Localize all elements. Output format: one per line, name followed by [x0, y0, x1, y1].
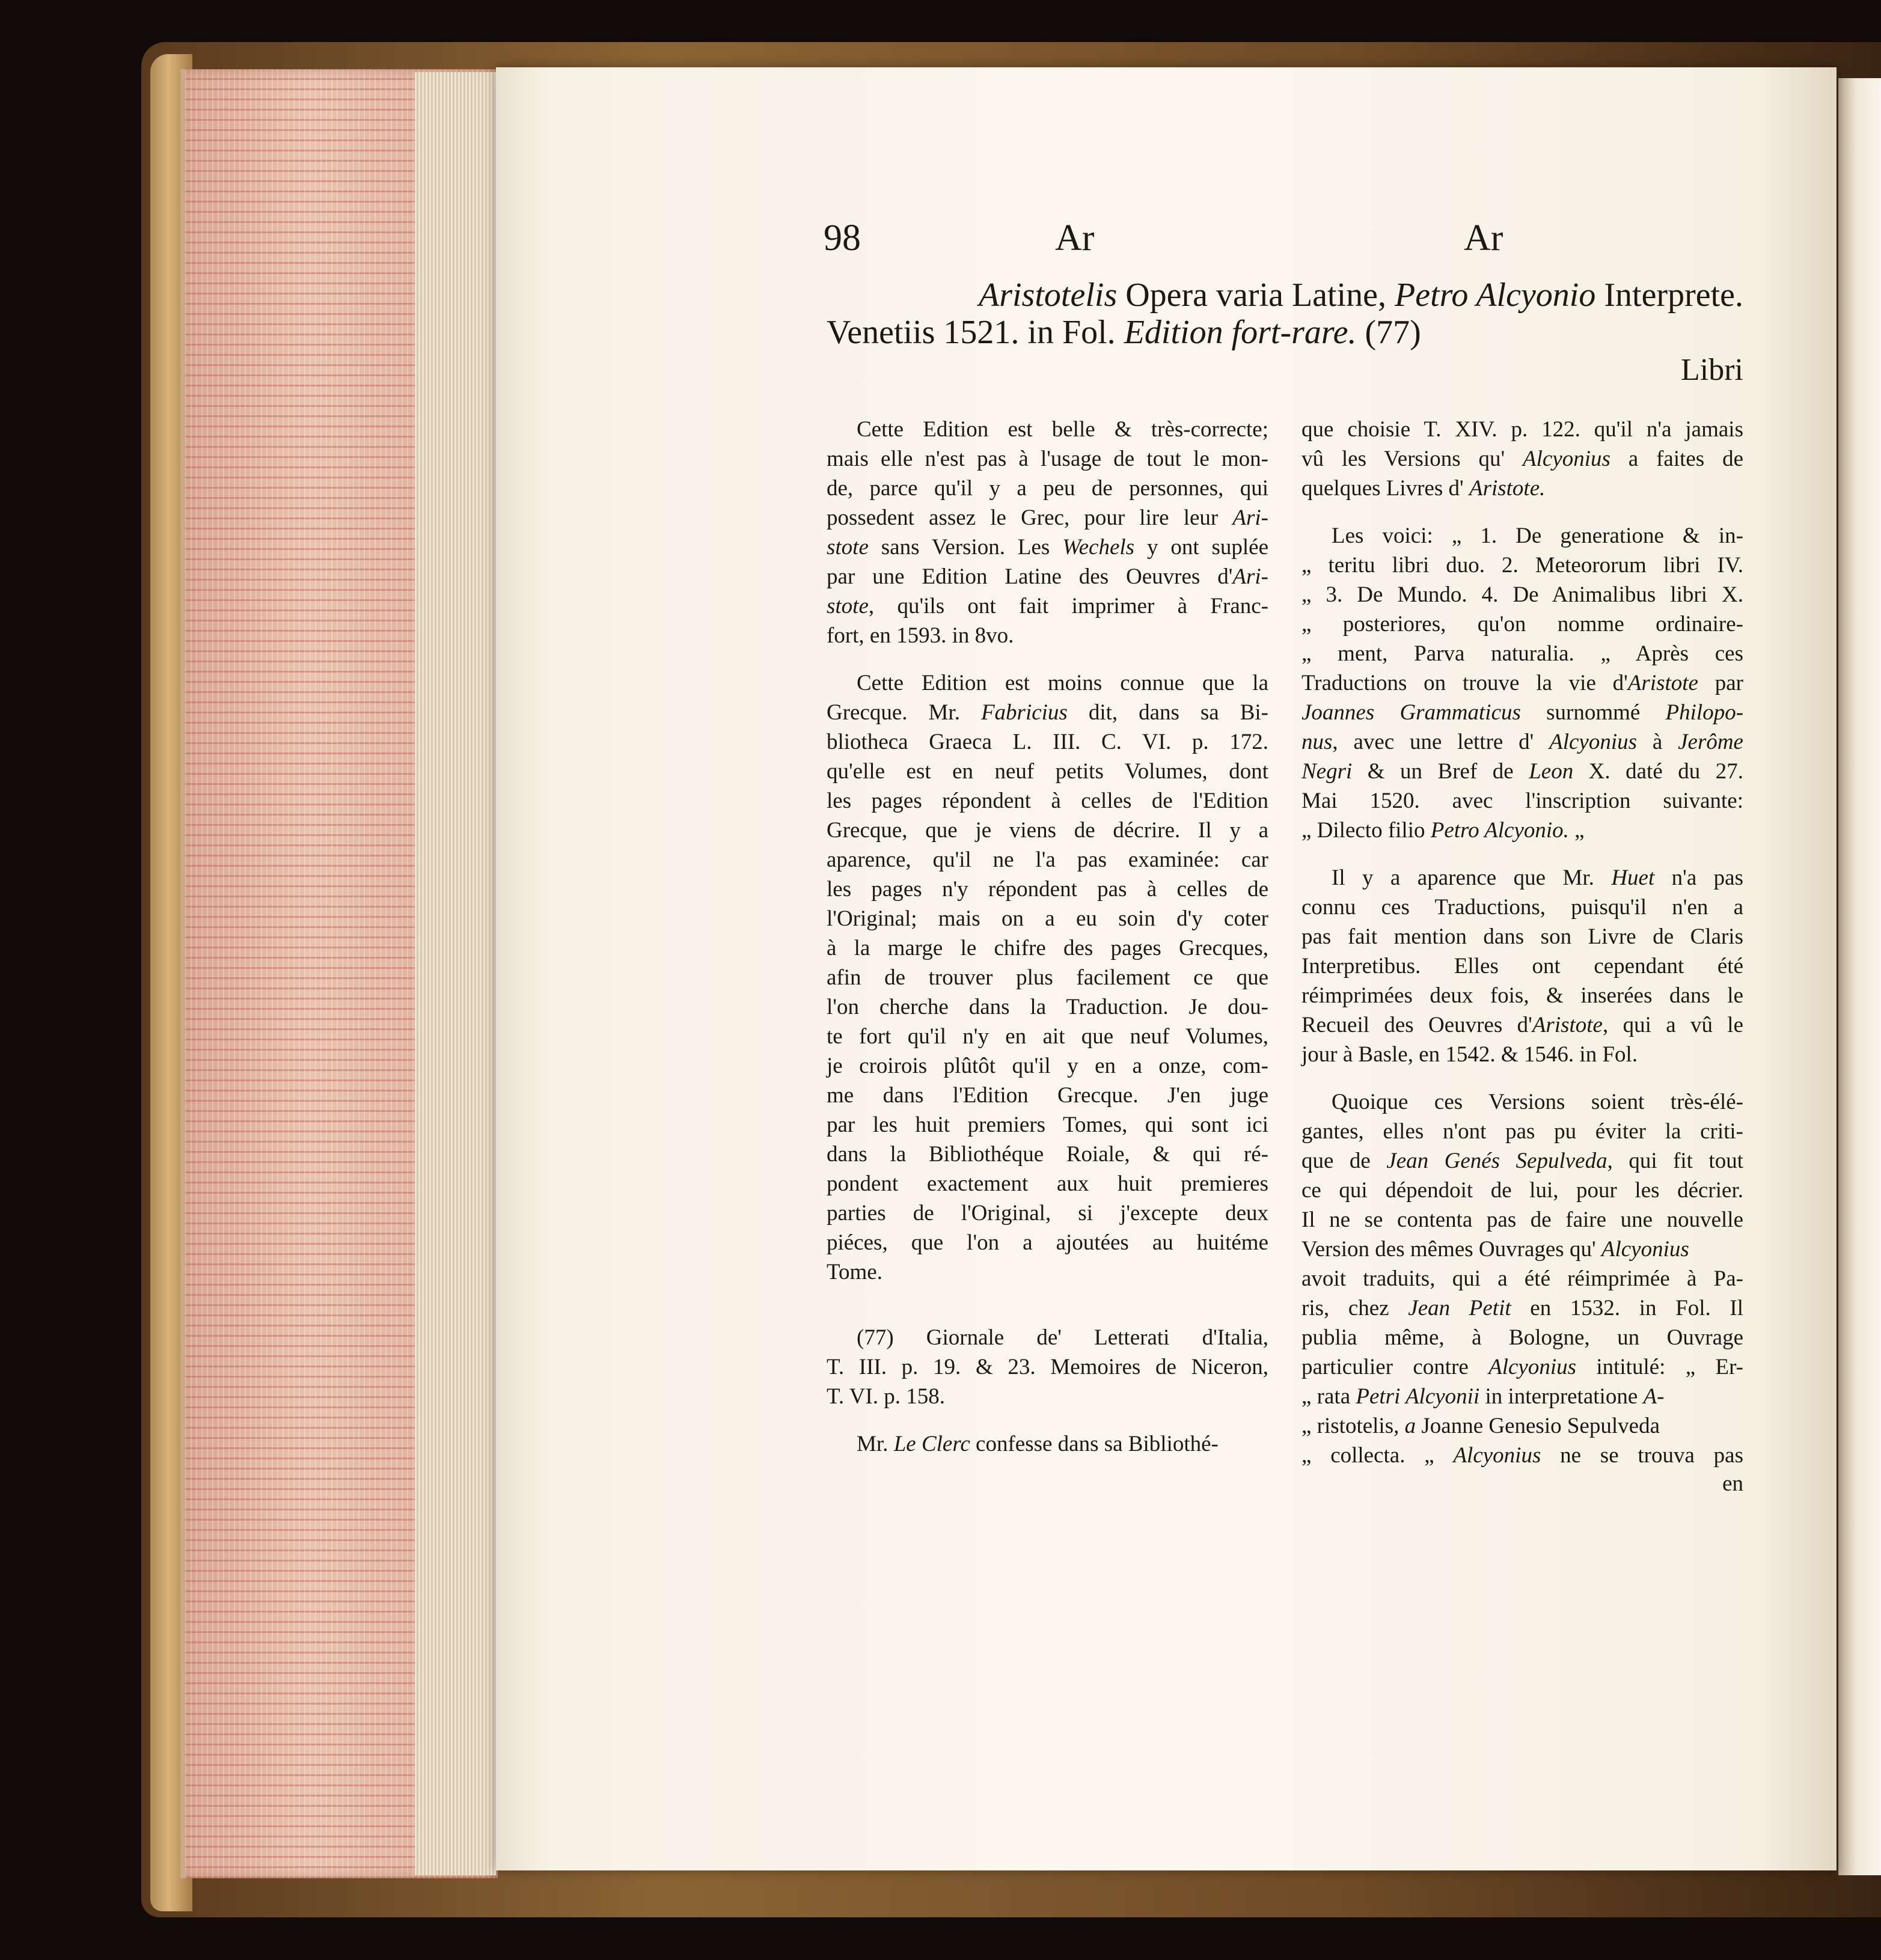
text-segment: Cette Edition est belle & très-correcte; [857, 417, 1268, 442]
paragraph-gap [1301, 1069, 1743, 1087]
text-line [1301, 727, 1743, 757]
text-segment: en 1532. in Fol. Il [1511, 1296, 1743, 1320]
text-segment: n'a pas [1654, 866, 1743, 890]
text-segment: a faites de [1610, 447, 1743, 471]
text-line [827, 1382, 1268, 1411]
italic-text: Alcyonius [1601, 1237, 1689, 1262]
text-segment: Il ne se contenta pas de faire une nouvelle [1301, 1207, 1743, 1232]
text-segment: Grecque, que je viens de décrire. Il y a [827, 818, 1268, 843]
text-segment: , qui fit tout [1607, 1149, 1743, 1173]
text-line [1301, 580, 1743, 609]
text-line [1301, 1382, 1743, 1411]
text-line [1301, 816, 1743, 845]
text-line [827, 1081, 1268, 1110]
text-segment: surnommé [1520, 700, 1666, 725]
text-segment: les pages répondent à celles de l'Edition [827, 789, 1268, 813]
heading-end: Interprete. [1595, 276, 1743, 314]
text-segment: ce qui dépendoit de lui, pour les décrier. [1301, 1178, 1743, 1203]
text-segment: pas fait mention dans son Livre de Claris [1301, 924, 1743, 949]
text-line [1301, 1411, 1743, 1441]
italic-text: Jean Genés Sepulveda [1386, 1149, 1607, 1173]
text-segment: jour à Basle, en 1542. & 1546. in Fol. [1301, 1042, 1638, 1067]
italic-text: stote [827, 535, 869, 560]
text-line [1301, 551, 1743, 580]
text-segment: possedent assez le Grec, pour lire leur [827, 505, 1233, 530]
text-line [1301, 1264, 1743, 1293]
text-line [1301, 639, 1743, 668]
italic-text: , a [1393, 1414, 1422, 1438]
text-line [1301, 1323, 1743, 1352]
text-segment: , avec une lettre d' [1332, 730, 1550, 754]
text-segment: parties de l'Original, si j'excepte deux [827, 1201, 1268, 1226]
text-segment: à la marge le chifre des pages Grecques, [827, 936, 1268, 960]
text-segment: Mai 1520. avec l'inscription suivante: [1301, 789, 1743, 813]
italic-text: Aristote [1532, 1013, 1603, 1037]
paragraph-gap [827, 1411, 1268, 1429]
text-line [1301, 951, 1743, 981]
text-line [1301, 1176, 1743, 1205]
text-line [827, 562, 1268, 591]
text-segment: Les voici: „ 1. De generatione & in- [1332, 524, 1743, 548]
text-segment: Mr. [857, 1432, 894, 1456]
text-segment: „ posteriores, qu'on nomme ordinaire- [1301, 612, 1743, 637]
right-text-column [1301, 415, 1743, 1470]
text-line [827, 933, 1268, 963]
text-line [1301, 1117, 1743, 1146]
text-line [1301, 1040, 1743, 1069]
text-line [827, 1429, 1268, 1459]
text-segment: T. VI. p. 158. [827, 1384, 945, 1409]
facing-page-edge [1837, 78, 1881, 1875]
text-line [1301, 698, 1743, 727]
text-line [827, 757, 1268, 786]
text-line [827, 1323, 1268, 1352]
italic-text: Petri Alcyonii [1356, 1384, 1480, 1409]
text-line [827, 1198, 1268, 1228]
text-segment: vû les Versions qu' [1301, 447, 1523, 471]
italic-text: Leon [1529, 759, 1574, 784]
italic-text: Aristote [1627, 671, 1698, 695]
text-line [827, 1051, 1268, 1081]
text-segment: & un Bref de [1352, 759, 1529, 784]
text-segment: Recueil des Oeuvres d' [1301, 1013, 1532, 1037]
italic-text: Philopo- [1665, 700, 1744, 725]
entry-heading [827, 276, 1743, 351]
text-segment: que choisie T. XIV. p. 122. qu'il n'a jamais [1301, 417, 1743, 442]
text-segment: l'on cherche dans la Traduction. Je dou- [827, 995, 1268, 1019]
text-segment: „ collecta. „ [1301, 1443, 1454, 1468]
text-segment: „ Dilecto filio [1301, 818, 1431, 843]
text-segment: qu'elle est en neuf petits Volumes, dont [827, 759, 1268, 784]
italic-text: Jerôme [1678, 730, 1743, 754]
text-line [1301, 609, 1743, 639]
text-segment: „ [1568, 818, 1585, 843]
text-segment: de, parce qu'il y a peu de personnes, qui [827, 476, 1268, 501]
text-line [827, 1169, 1268, 1198]
text-line [1301, 863, 1743, 893]
text-segment: Tome. [827, 1260, 882, 1284]
text-line [1301, 474, 1743, 503]
italic-text: nus [1301, 730, 1333, 754]
italic-text: Alcyonius [1549, 730, 1638, 754]
heading-imprint: Venetiis 1521. in Fol. [827, 314, 1124, 351]
text-segment: , qui a vû le [1602, 1013, 1744, 1037]
text-segment: bliotheca Graeca L. III. C. VI. p. 172. [827, 730, 1268, 754]
text-line [827, 1228, 1268, 1257]
text-line [1301, 1352, 1743, 1382]
text-line [1301, 922, 1743, 951]
text-line [827, 875, 1268, 904]
text-line [827, 474, 1268, 503]
running-head-right: Ar [1464, 218, 1503, 258]
text-line [827, 816, 1268, 845]
text-segment: par une Edition Latine des Oeuvres d' [827, 564, 1233, 589]
text-segment: piéces, que l'on a ajoutées au huitéme [827, 1230, 1268, 1255]
text-segment: „ rata [1301, 1384, 1356, 1409]
heading-note: Edition fort-rare. [1124, 314, 1357, 351]
text-segment: me dans l'Edition Grecque. J'en juge [827, 1083, 1268, 1108]
text-segment: fort, en 1593. in 8vo. [827, 623, 1014, 648]
text-segment: par [1698, 671, 1743, 695]
italic-text: Aristote. [1469, 476, 1546, 501]
text-segment: Traductions on trouve la vie d' [1301, 671, 1628, 695]
text-segment: confesse dans sa Bibliothé- [970, 1432, 1219, 1456]
page-number: 98 [824, 218, 861, 258]
text-line [827, 1110, 1268, 1140]
paragraph-gap [1301, 503, 1743, 521]
text-line [1301, 668, 1743, 698]
text-segment: Version des mêmes Ouvrages qu' [1301, 1237, 1601, 1262]
text-segment: y ont suplée [1134, 535, 1269, 560]
italic-text: Wechels [1062, 535, 1135, 560]
text-segment: Cette Edition est moins connue que la [857, 671, 1268, 695]
text-line [1301, 893, 1743, 922]
text-line [827, 533, 1268, 562]
italic-text: Alcyonius [1523, 447, 1610, 471]
text-segment: publia même, à Bologne, un Ouvrage [1301, 1325, 1743, 1350]
gutter-strip [415, 72, 496, 1875]
text-line [827, 591, 1268, 621]
text-segment: te fort qu'il n'y en ait que neuf Volumes, [827, 1024, 1268, 1049]
italic-text: Huet [1611, 866, 1655, 890]
heading-translator: Petro Alcyonio [1395, 276, 1596, 314]
italic-text: A- [1643, 1384, 1665, 1409]
catchword-top: Libri [1681, 353, 1743, 387]
text-line [827, 1257, 1268, 1287]
heading-line-2 [827, 314, 1743, 351]
italic-text: Alcyonius [1488, 1355, 1577, 1379]
text-segment: Interpretibus. Elles ont cependant été [1301, 954, 1743, 978]
italic-text: Alcyonius [1453, 1443, 1541, 1468]
text-segment: afin de trouver plus facilement ce que [827, 965, 1268, 990]
text-line [827, 992, 1268, 1022]
paragraph-gap [827, 650, 1268, 668]
text-segment: dit, dans sa Bi- [1067, 700, 1268, 725]
text-line [827, 415, 1268, 444]
text-segment: Quoique ces Versions soient très-élé- [1332, 1090, 1743, 1114]
text-line [1301, 1235, 1743, 1264]
left-text-column [827, 415, 1268, 1459]
heading-author: Aristotelis [979, 276, 1118, 314]
text-segment: ris, chez [1301, 1296, 1408, 1320]
text-segment: connu ces Traductions, puisqu'il n'en a [1301, 895, 1743, 920]
text-segment: „ ristotelis [1301, 1414, 1394, 1438]
italic-text: Jean Petit [1408, 1296, 1511, 1320]
text-segment: X. daté du 27. [1573, 759, 1743, 784]
text-segment: „ 3. De Mundo. 4. De Animalibus libri X. [1301, 582, 1743, 607]
text-segment: Grecque. Mr. [827, 700, 981, 725]
text-segment: je croirois plûtôt qu'il y en a onze, com- [827, 1054, 1268, 1078]
text-line [1301, 521, 1743, 551]
paragraph-gap [827, 1287, 1268, 1323]
text-segment: l'Original; mais on a eu soin d'y coter [827, 906, 1268, 931]
text-line [827, 1352, 1268, 1382]
text-line [1301, 786, 1743, 816]
text-line [1301, 415, 1743, 444]
italic-text: Petro Alcyonio. [1430, 818, 1569, 843]
text-line [827, 904, 1268, 933]
text-line [1301, 444, 1743, 474]
text-segment: quelques Livres d' [1301, 476, 1469, 501]
text-segment: par les huit premiers Tomes, qui sont ici [827, 1113, 1268, 1137]
text-segment: intitulé: „ Er- [1576, 1355, 1743, 1379]
italic-text: stote [827, 594, 869, 618]
text-line [1301, 1205, 1743, 1235]
text-segment: pondent exactement aux huit premieres [827, 1171, 1268, 1196]
running-head-left: Ar [1055, 218, 1095, 258]
text-line [1301, 1087, 1743, 1117]
italic-text: Fabricius [980, 700, 1068, 725]
heading-text: Opera varia Latine, [1117, 276, 1395, 314]
text-segment: T. III. p. 19. & 23. Memoires de Niceron, [827, 1355, 1268, 1379]
text-segment: Il y a aparence que Mr. [1332, 866, 1612, 890]
text-line [827, 845, 1268, 875]
text-segment: dans la Bibliothéque Roiale, & qui ré- [827, 1142, 1268, 1167]
italic-text: Ari- [1232, 564, 1268, 589]
text-line [827, 698, 1268, 727]
text-line [1301, 1441, 1743, 1470]
text-line [827, 727, 1268, 757]
text-segment: aparence, qu'il ne l'a pas examinée: car [827, 847, 1268, 872]
text-segment: in interpretatione [1479, 1384, 1644, 1409]
italic-text: Negri [1301, 759, 1353, 784]
text-line [1301, 1010, 1743, 1040]
text-segment: , qu'ils ont fait imprimer à Franc- [868, 594, 1268, 618]
italic-text: Ari- [1232, 505, 1268, 530]
text-line [1301, 981, 1743, 1010]
catchword-bottom: en [1722, 1471, 1743, 1496]
text-segment: réimprimées deux fois, & inserées dans le [1301, 983, 1743, 1008]
text-segment: à [1637, 730, 1678, 754]
text-line [827, 444, 1268, 474]
text-line [1301, 1146, 1743, 1176]
text-line [1301, 1293, 1743, 1323]
text-line [827, 786, 1268, 816]
text-segment: les pages n'y répondent pas à celles de [827, 877, 1268, 902]
text-segment: avoit traduits, qui a été réimprimée à Pa- [1301, 1266, 1743, 1291]
text-segment: mais elle n'est pas à l'usage de tout le mon- [827, 447, 1268, 471]
text-segment: „ ment, Parva naturalia. „ Après ces [1301, 641, 1743, 666]
text-segment: particulier contre [1301, 1355, 1489, 1379]
text-segment: (77) Giornale de' Letterati d'Italia, [857, 1325, 1268, 1350]
text-line [827, 1022, 1268, 1051]
text-segment: ne se trouva pas [1541, 1443, 1744, 1468]
text-line [827, 621, 1268, 650]
text-segment: gantes, elles n'ont pas pu éviter la criti- [1301, 1119, 1743, 1144]
heading-line-1 [827, 276, 1743, 314]
italic-text: Le Clerc [893, 1432, 970, 1456]
text-segment: que de [1301, 1149, 1387, 1173]
text-line [827, 503, 1268, 533]
text-line [827, 963, 1268, 992]
paragraph-gap [1301, 845, 1743, 863]
text-segment: „ teritu libri duo. 2. Meteororum libri IV. [1301, 553, 1743, 578]
text-segment: Joanne Genesio Sepulveda [1421, 1414, 1660, 1438]
text-segment: sans Version. Les [868, 535, 1063, 560]
heading-footnote-ref: (77) [1356, 314, 1421, 351]
italic-text: Joannes Grammaticus [1301, 700, 1521, 725]
text-line [1301, 757, 1743, 786]
text-line [827, 668, 1268, 698]
text-line [827, 1140, 1268, 1169]
